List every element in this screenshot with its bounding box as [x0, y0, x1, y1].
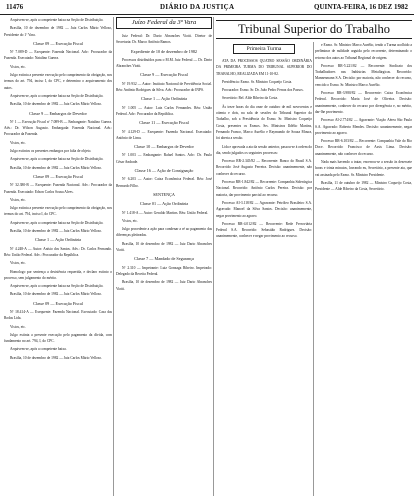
paragraph: Vistos, etc. [10, 324, 26, 329]
paragraph: Presidência: Exmo. Sr. Ministro Coqueijo Costa. [222, 79, 293, 84]
section-heading: Classe 09 — Execução Fiscal [33, 173, 83, 179]
paragraph: Processo AI-3.118/82 — Agravante: Petróleo Brasileiro S.A. Agravado: Manoel da Silva Santos. Decisão: unanimemente, negar provimento ao agravo. [216, 200, 312, 218]
paragraph: Brasília, 10 de dezembro de 1982 — Juiz Carlos Mário Velloso. [10, 102, 102, 107]
section-heading: Classe 11 — Execução Fiscal [139, 120, 189, 126]
paragraph: Nº 1.418-A — Autor: Geraldo Martins. Réu: União Federal. [122, 210, 209, 215]
page-number: 11476 [6, 3, 24, 11]
section-heading: Classe 01 — Ação Ordinária [139, 201, 189, 207]
paragraph: Nº 1.005 — Autor: Luiz Carlos Fernandes. Réu: União Federal. Adv.: Procurador da República. [116, 105, 212, 116]
paragraph: Brasília, 10 de dezembro de 1982 — Juiz Carlos Mário Velloso, Presidente do 1º Vara. [4, 26, 112, 37]
paragraph: Nº 18.414-A — Exequente: Fazenda Nacional. Executado: Casa das Rodas Ltda. [4, 309, 112, 321]
paragraph: Julgo extinta a presente execução pelo cumprimento da obrigação, nos termos do art. 794, inciso I, do CPC, e determino o arquivamento dos autos. [4, 73, 112, 90]
paragraph: Processo RR-2.345/82 — Recorrente: Banco do Brasil S.A. Recorrido: José Augusto Ferreira. Decisão: unanimemente, não conhecer do recurso. [216, 159, 312, 176]
paragraph: ATA DA PROCESSOS QUATRO SESSÃO ORDINÁRIA DA PRIMEIRA TURMA DO TRIBUNAL SUPERIOR DO TRABALHO, REALIZADA EM 11-10-82. [216, 59, 312, 76]
paragraph: Brasília, 10 de dezembro de 1982 — Juiz Carlos Mário Velloso. [10, 165, 102, 170]
section-heading: Classe 1 — Ação Ordinária [34, 237, 82, 243]
paragraph: Brasília, 10 de dezembro de 1982 — Juiz Dario Abranches Viotti. [116, 280, 212, 291]
paragraph: Secretário: Bel. Alde Ribeiro da Costa. [222, 96, 278, 101]
paragraph: Procurador: Exmo. Sr. Dr. João Pedro Ferraz dos Passos. [222, 88, 304, 93]
paragraph: Brasília, 10 de dezembro de 1982 — Juiz Carlos Mário Velloso. [10, 229, 102, 234]
paragraph: Vistos, etc. [10, 261, 26, 266]
paragraph: Arquivem-se, após a competente baixa na Seção de Distribuição. [10, 284, 104, 289]
section-heading: Classe 9 — Execução Fiscal [140, 72, 188, 78]
paragraph: Julgo extinta a presente execução pelo pagamento da dívida, com fundamento no art. 794, I, do CPC. [4, 332, 112, 344]
court-title: Tribunal Superior do Trabalho [216, 20, 412, 39]
paragraph: Julgo extintos os presentes embargos por falta de objeto. [10, 149, 92, 154]
column-3 [216, 42, 312, 496]
section-heading: Classe 9 — Embargos de Devedor [29, 110, 87, 116]
paragraph: Às treze horas do dia onze de outubro de mil novecentos e oitenta e dois, na sala de sessões do Tribunal Superior do Trabalho, sob a Presidência do Exmo. Sr. Ministro Coqueijo Costa, presentes os Exmos. Srs. Ministros Ildélio Martins, Fernando Franco, Marco Aurélio e Raymundo de Souza Moura, foi aberta a sessão. [216, 104, 312, 141]
section-heading: Classe 16 — Ação de Consignação [134, 168, 194, 174]
paragraph: Nº 1 — Execução Fiscal nº 7.089-B — Embargante: Natalino Guerra. Adv.: Dr. Wilson Augusto. Embargada: Fazenda Nacional. Adv.: Procurador da Fazenda. [4, 119, 112, 137]
paragraph: Nada mais havendo a tratar, encerrou-se a sessão às dezessete horas e trinta minutos, lavrando eu, Secretário, a presente ata, que vai assinada pelo Exmo. Sr. Ministro Presidente. [315, 160, 412, 177]
column-1 [4, 17, 112, 496]
paragraph: Vistos, etc. [10, 197, 26, 202]
paragraph: Arquivem-se, após a competente baixa na Seção de Distribuição. [10, 93, 104, 98]
section-title: Primeira Turma [233, 44, 295, 54]
section-heading: Classe 09 — Execução Fiscal [33, 40, 83, 46]
column-2 [116, 17, 212, 496]
paragraph: Vistos, etc. [10, 140, 26, 145]
paragraph: Arquivem-se, após a competente baixa na Seção de Distribuição. [10, 18, 104, 22]
section-heading: Classe 10 — Embargos de Devedor [134, 144, 194, 150]
page-header [0, 0, 414, 15]
column-divider [213, 17, 214, 496]
paragraph: Nº 4.129-D — Exequente: Fazenda Nacional. Executado: Antônio de Lima. [116, 129, 212, 140]
paragraph: Processo RR-3.980/82 — Recorrente: Caixa Econômica Federal. Recorrido: Maria José de Oliveira. Decisão: unanimemente, conhecer do recurso por divergência e, no mérito, dar-lhe provimento. [315, 91, 412, 114]
paragraph: Nº 2.310 — Impetrante: Luiz Gonzaga Ribeiro. Impetrado: Delegado da Receita Federal. [116, 265, 212, 276]
paragraph: Juiz Federal: Dr. Dario Abranches Viotti. Diretor de Secretaria: Dr. Marco Antônio Ramos. [116, 34, 212, 45]
paragraph: Vistos, etc. [122, 218, 138, 223]
paragraph: Arquivem-se, após a competente baixa. [10, 347, 67, 352]
paragraph: Arquivem-se, após a competente baixa na Seção de Distribuição. [10, 157, 104, 162]
paragraph: Arquivem-se, após a competente baixa na Seção de Distribuição. [10, 220, 104, 225]
paragraph: Nº 19.932 — Autor: Instituto Nacional de Previdência Social. Réu: Antônio Rodrigues da Silva. Adv.: Procurador do INPS. [116, 81, 212, 93]
section-heading: Classe 7 — Mandado de Segurança [134, 256, 194, 262]
paragraph: Julgo procedente a ação para condenar a ré ao pagamento das diferenças pleiteadas. [116, 227, 212, 238]
section-heading: Classe 09 — Execução Fiscal [33, 300, 83, 306]
column-divider [313, 42, 314, 496]
paragraph: Brasília, 10 de dezembro de 1982 — Juiz Carlos Mário Velloso. [10, 292, 102, 297]
paragraph: Julgo extinta a presente execução pelo cumprimento da obrigação, nos termos do art. 794, inciso I, do CPC. [4, 206, 112, 217]
paragraph: Brasília, 10 de dezembro de 1982 — Juiz Carlos Mário Velloso. [10, 355, 102, 360]
paragraph: Nº 4.248-A — Autor: Anísio dos Santos. Adv.: Dr. Carlos Fernando. Réu: União Federal. Adv.: Procurador da República. [4, 246, 112, 257]
paragraph: Processo RR-5.221/82 — Recorrente: Sindicato dos Trabalhadores nas Indústrias Metalúrgicas. Recorrido: Mannesmann S.A. Decisão: por maioria, não conhecer do recurso, vencido o Exmo. Sr. Ministro Marco Aurélio. [315, 63, 412, 87]
paragraph: Nº 6.203 — Autor: Caixa Econômica Federal. Réu: José Bernardo Filho. [116, 177, 212, 188]
paragraph: Lida e aprovada a ata da sessão anterior, passou-se à ordem do dia, sendo julgados os seguintes processos: [216, 144, 312, 155]
paragraph: Nº 1.003 — Embargante: Rafael Santos. Adv.: Dr. Paulo César Andrade. [116, 153, 212, 164]
paragraph: Processo RR-6.103/82 — Recorrente: Companhia Vale do Rio Doce. Recorrido: Francisco de Assis Lima. Decisão: unanimemente, não conhecer do recurso. [315, 139, 412, 156]
paragraph: Processo AI-2.774/82 — Agravante: Viação Aérea São Paulo S.A. Agravado: Roberto Mendes. Decisão: unanimemente, negar provimento ao agravo. [315, 118, 412, 135]
paragraph: Brasília, 10 de dezembro de 1982 — Juiz Dario Abranches Viotti. [116, 241, 212, 253]
court-box-title: Juízo Federal da 3ª Vara [116, 17, 212, 29]
section-heading: SENTENÇA [153, 191, 175, 197]
paragraph: Brasília, 11 de outubro de 1982 — Ministro Coqueijo Costa, Presidente — Alde Ribeiro da Costa, Secretário. [315, 180, 412, 192]
section-heading: Classe 1 — Ação Ordinária [140, 96, 188, 102]
issue-date: QUINTA-FEIRA, 16 DEZ 1982 [314, 3, 408, 11]
paragraph: e Exmo. Sr. Ministro Marco Aurélio, tendo a Turma acolhido a preliminar de nulidade arguida pelo recorrente, determinando o retorno dos autos ao Tribunal Regional de origem. [315, 43, 412, 60]
column-4 [315, 42, 412, 496]
paragraph: Processo RR-1.842/82 — Recorrente: Companhia Siderúrgica Nacional. Recorrido: Antônio Carlos Pereira. Decisão: por maioria, dar provimento parcial ao recurso. [216, 180, 312, 197]
journal-title: DIÁRIO DA JUSTIÇA [160, 3, 235, 11]
paragraph: Homologo por sentença a desistência requerida, e declaro extinto o processo, sem julgamento do mérito. [4, 269, 112, 280]
paragraph: Nº 7.089-D — Exequente: Fazenda Nacional. Adv.: Procurador da Fazenda. Executado: Natalino Guerra. [4, 50, 112, 61]
section-heading: Expediente de 10 de dezembro de 1982 [130, 48, 198, 54]
paragraph: Processos distribuídos para o M.M. Juiz Federal — Dr. Dario Abranches Viotti. [116, 57, 212, 69]
column-divider [113, 17, 114, 496]
paragraph: Nº 32.380-B — Exequente: Fazenda Nacional. Adv.: Procurador da Fazenda. Executado: Edson Carlos Sousa Alves. [4, 183, 112, 194]
paragraph: Processo RR-4.012/82 — Recorrente: Rede Ferroviária Federal S.A. Recorrido: Sebastião Rodrigues. Decisão: unanimemente, conhecer e negar provimento ao recurso. [216, 221, 312, 239]
paragraph: Vistos, etc. [10, 64, 26, 69]
